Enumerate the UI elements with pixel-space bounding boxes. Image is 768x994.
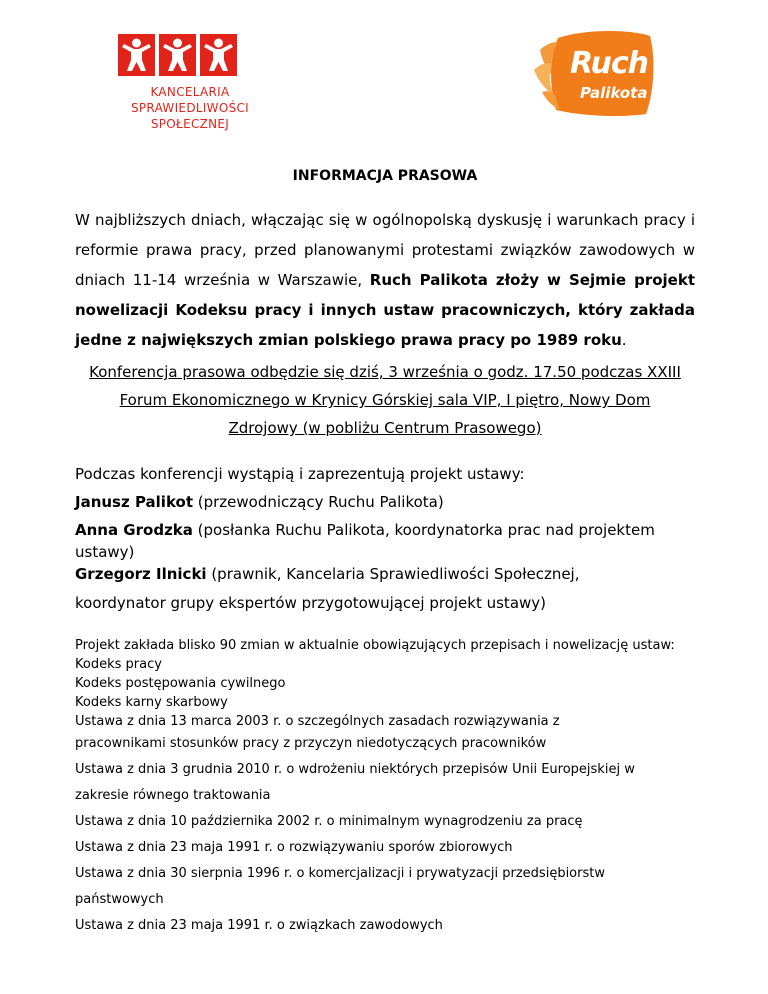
list-item: Kodeks pracy bbox=[75, 657, 162, 672]
speaker-desc: (prawnik, Kancelaria Sprawiedliwości Społecznej, bbox=[206, 565, 580, 583]
person-figure-icon bbox=[200, 34, 237, 76]
intro-end: . bbox=[621, 331, 627, 349]
speaker-name: Anna Grodzka bbox=[75, 521, 193, 539]
conference-line-1: Konferencja prasowa odbędzie się dziś, 3 września o godz. 17.50 podczas XXIII bbox=[89, 363, 681, 381]
list-item: Kodeks postępowania cywilnego bbox=[75, 676, 286, 691]
speaker-name: Grzegorz Ilnicki bbox=[75, 565, 207, 583]
conference-info bbox=[75, 358, 695, 442]
speaker-desc: (przewodniczący Ruchu Palikota) bbox=[193, 493, 444, 511]
project-intro: Projekt zakłada blisko 90 zmian w aktualnie obowiązujących przepisach i nowelizację ustaw: bbox=[75, 638, 675, 653]
person-figure-icon bbox=[118, 34, 155, 76]
ksp-figures bbox=[118, 34, 238, 76]
list-item: pracownikami stosunków pracy z przyczyn niedotyczących pracowników bbox=[75, 736, 547, 751]
conference-line-3: Zdrojowy (w pobliżu Centrum Prasowego) bbox=[228, 419, 542, 437]
list-item: zakresie równego traktowania bbox=[75, 788, 271, 803]
list-item: Ustawa z dnia 13 marca 2003 r. o szczególnych zasadach rozwiązywania z bbox=[75, 714, 560, 729]
speaker-item bbox=[75, 563, 695, 585]
speakers-intro: Podczas konferencji wystąpią i zaprezentują projekt ustawy: bbox=[75, 465, 525, 483]
speaker-item-tail: koordynator grupy ekspertów przygotowującej projekt ustawy) bbox=[75, 594, 547, 612]
list-item: Ustawa z dnia 30 sierpnia 1996 r. o komercjalizacji i prywatyzacji przedsiębiorstw bbox=[75, 866, 605, 881]
list-item: Kodeks karny skarbowy bbox=[75, 695, 228, 710]
person-figure-icon bbox=[159, 34, 196, 76]
intro-paragraph bbox=[75, 205, 695, 355]
list-item: Ustawa z dnia 10 października 2002 r. o minimalnym wynagrodzeniu za pracę bbox=[75, 814, 583, 829]
ruch-palikota-logo bbox=[528, 30, 658, 120]
ruch-logo-text: Ruch bbox=[570, 46, 648, 81]
list-item: Ustawa z dnia 3 grudnia 2010 r. o wdrożeniu niektórych przepisów Unii Europejskiej w bbox=[75, 762, 635, 777]
speaker-desc: (posłanka Ruchu Palikota, koordynatorka prac nad projektem ustawy) bbox=[75, 521, 655, 561]
speaker-item bbox=[75, 488, 695, 516]
conference-line-2: Forum Ekonomicznego w Krynicy Górskiej sala VIP, I piętro, Nowy Dom bbox=[119, 391, 651, 409]
list-item: Ustawa z dnia 23 maja 1991 r. o rozwiązywaniu sporów zbiorowych bbox=[75, 840, 513, 855]
ksp-logo-line-1: KANCELARIA bbox=[150, 85, 230, 99]
intro-text: W najbliższych dniach, włączając się w ogólnopolską dyskusję i warunkach pracy i reformie prawa pracy, przed planowanymi protestami związków zawodowych w dniach 11-14 września w Warszawie, bbox=[75, 211, 695, 289]
page-title: INFORMACJA PRASOWA bbox=[292, 168, 478, 184]
speaker-name: Janusz Palikot bbox=[75, 493, 193, 511]
speakers-section bbox=[75, 460, 695, 617]
speaker-item bbox=[75, 516, 695, 563]
list-item: Ustawa z dnia 23 maja 1991 r. o związkach zawodowych bbox=[75, 918, 443, 933]
ksp-logo-line-2: SPRAWIEDLIWOŚCI SPOŁECZNEJ bbox=[130, 101, 250, 131]
ksp-logo-text bbox=[90, 84, 290, 132]
project-section bbox=[75, 636, 695, 939]
palikota-logo-text: Palikota bbox=[580, 84, 648, 102]
intro-bold-text: Ruch Palikota złoży w Sejmie projekt nowelizacji Kodeksu pracy i innych ustaw pracowniczych, który zakłada jedne z największych zmian polskiego prawa pracy po 1989 roku bbox=[75, 271, 695, 349]
ksp-logo bbox=[118, 34, 288, 131]
list-item: państwowych bbox=[75, 892, 164, 907]
